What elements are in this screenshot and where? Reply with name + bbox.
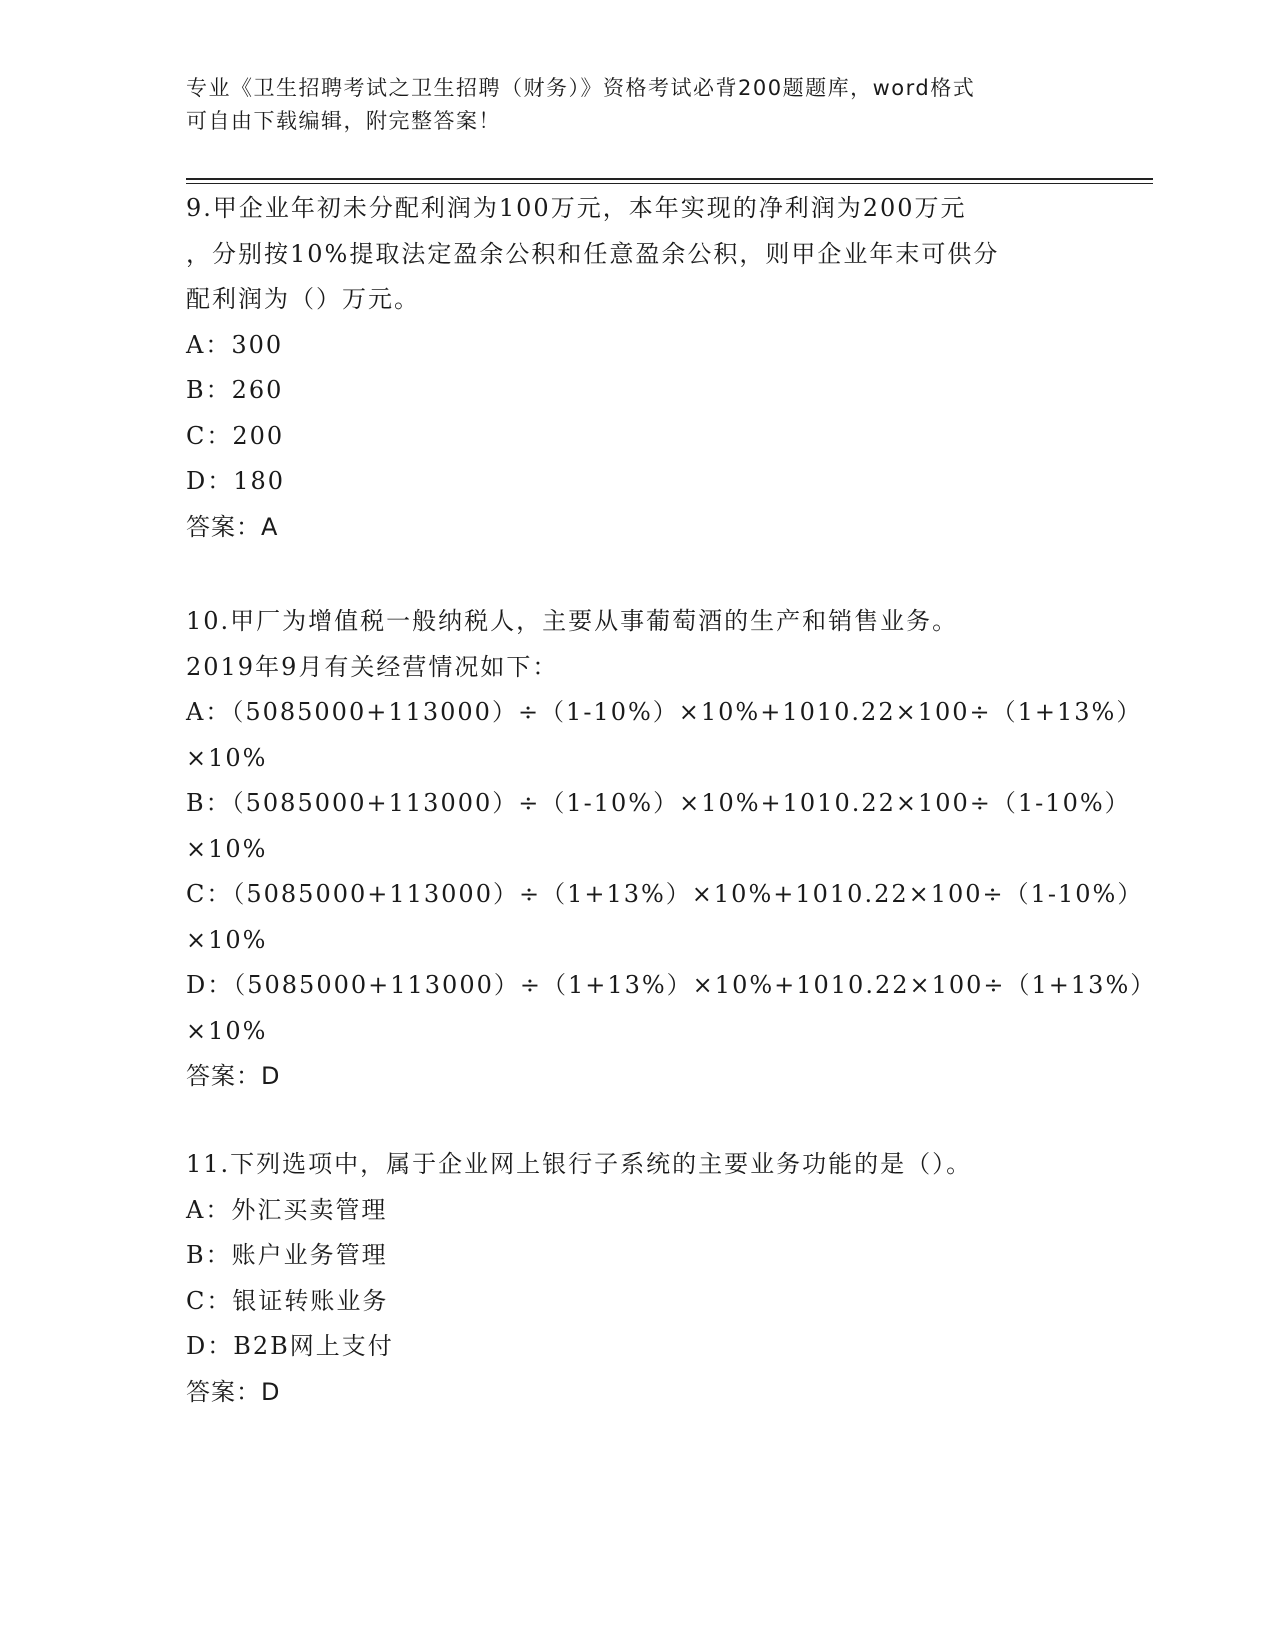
option-c-continuation: ×10%	[186, 925, 268, 954]
question-stem-line: 9.甲企业年初未分配利润为100万元，本年实现的净利润为200万元	[186, 194, 967, 222]
option-b: B：260	[186, 376, 284, 404]
header-rule-thin	[186, 183, 1153, 184]
question-stem-line: 11.下列选项中，属于企业网上银行子系统的主要业务功能的是（）。	[186, 1150, 973, 1178]
question-stem-line: 配利润为（）万元。	[186, 285, 420, 313]
option-c: C：银证转账业务	[186, 1286, 389, 1315]
question-11	[186, 1142, 1086, 1415]
question-stem-line: 10.甲厂为增值税一般纳税人，主要从事葡萄酒的生产和销售业务。	[186, 607, 959, 635]
option-c: C：（5085000+113000）÷（1+13%）×10%+1010.22×100÷（1-10%）	[186, 880, 1144, 908]
header-rule-thick	[186, 178, 1153, 180]
answer-line: 答案：D	[186, 1377, 281, 1406]
option-a: A：外汇买卖管理	[186, 1195, 388, 1224]
header-line: 专业《卫生招聘考试之卫生招聘（财务）》资格考试必背200题题库，word格式	[186, 76, 976, 100]
question-stem-line: ，分别按10%提取法定盈余公积和任意盈余公积，则甲企业年末可供分	[186, 239, 1000, 268]
option-d-continuation: ×10%	[186, 1016, 268, 1045]
answer-line: 答案：D	[186, 1062, 281, 1090]
option-b: B：账户业务管理	[186, 1241, 388, 1269]
option-c: C：200	[186, 421, 285, 450]
document-header	[186, 72, 1076, 138]
question-stem-line: 2019年9月有关经营情况如下：	[186, 652, 559, 681]
question-10	[186, 599, 1157, 1100]
option-d: D：180	[186, 467, 286, 495]
option-a: A：300	[186, 330, 284, 359]
option-b-continuation: ×10%	[186, 834, 268, 863]
option-a: A：（5085000+113000）÷（1-10%）×10%+1010.22×100÷（1+13%）	[186, 698, 1143, 726]
option-b: B：（5085000+113000）÷（1-10%）×10%+1010.22×100÷（1-10%）	[186, 789, 1131, 817]
option-d: D：B2B网上支付	[186, 1332, 394, 1360]
answer-line: 答案：A	[186, 512, 279, 541]
option-d: D：（5085000+113000）÷（1+13%）×10%+1010.22×100÷（1+13%）	[186, 971, 1157, 999]
header-line: 可自由下载编辑，附完整答案！	[186, 109, 501, 133]
question-9	[186, 186, 1086, 550]
option-a-continuation: ×10%	[186, 743, 268, 772]
